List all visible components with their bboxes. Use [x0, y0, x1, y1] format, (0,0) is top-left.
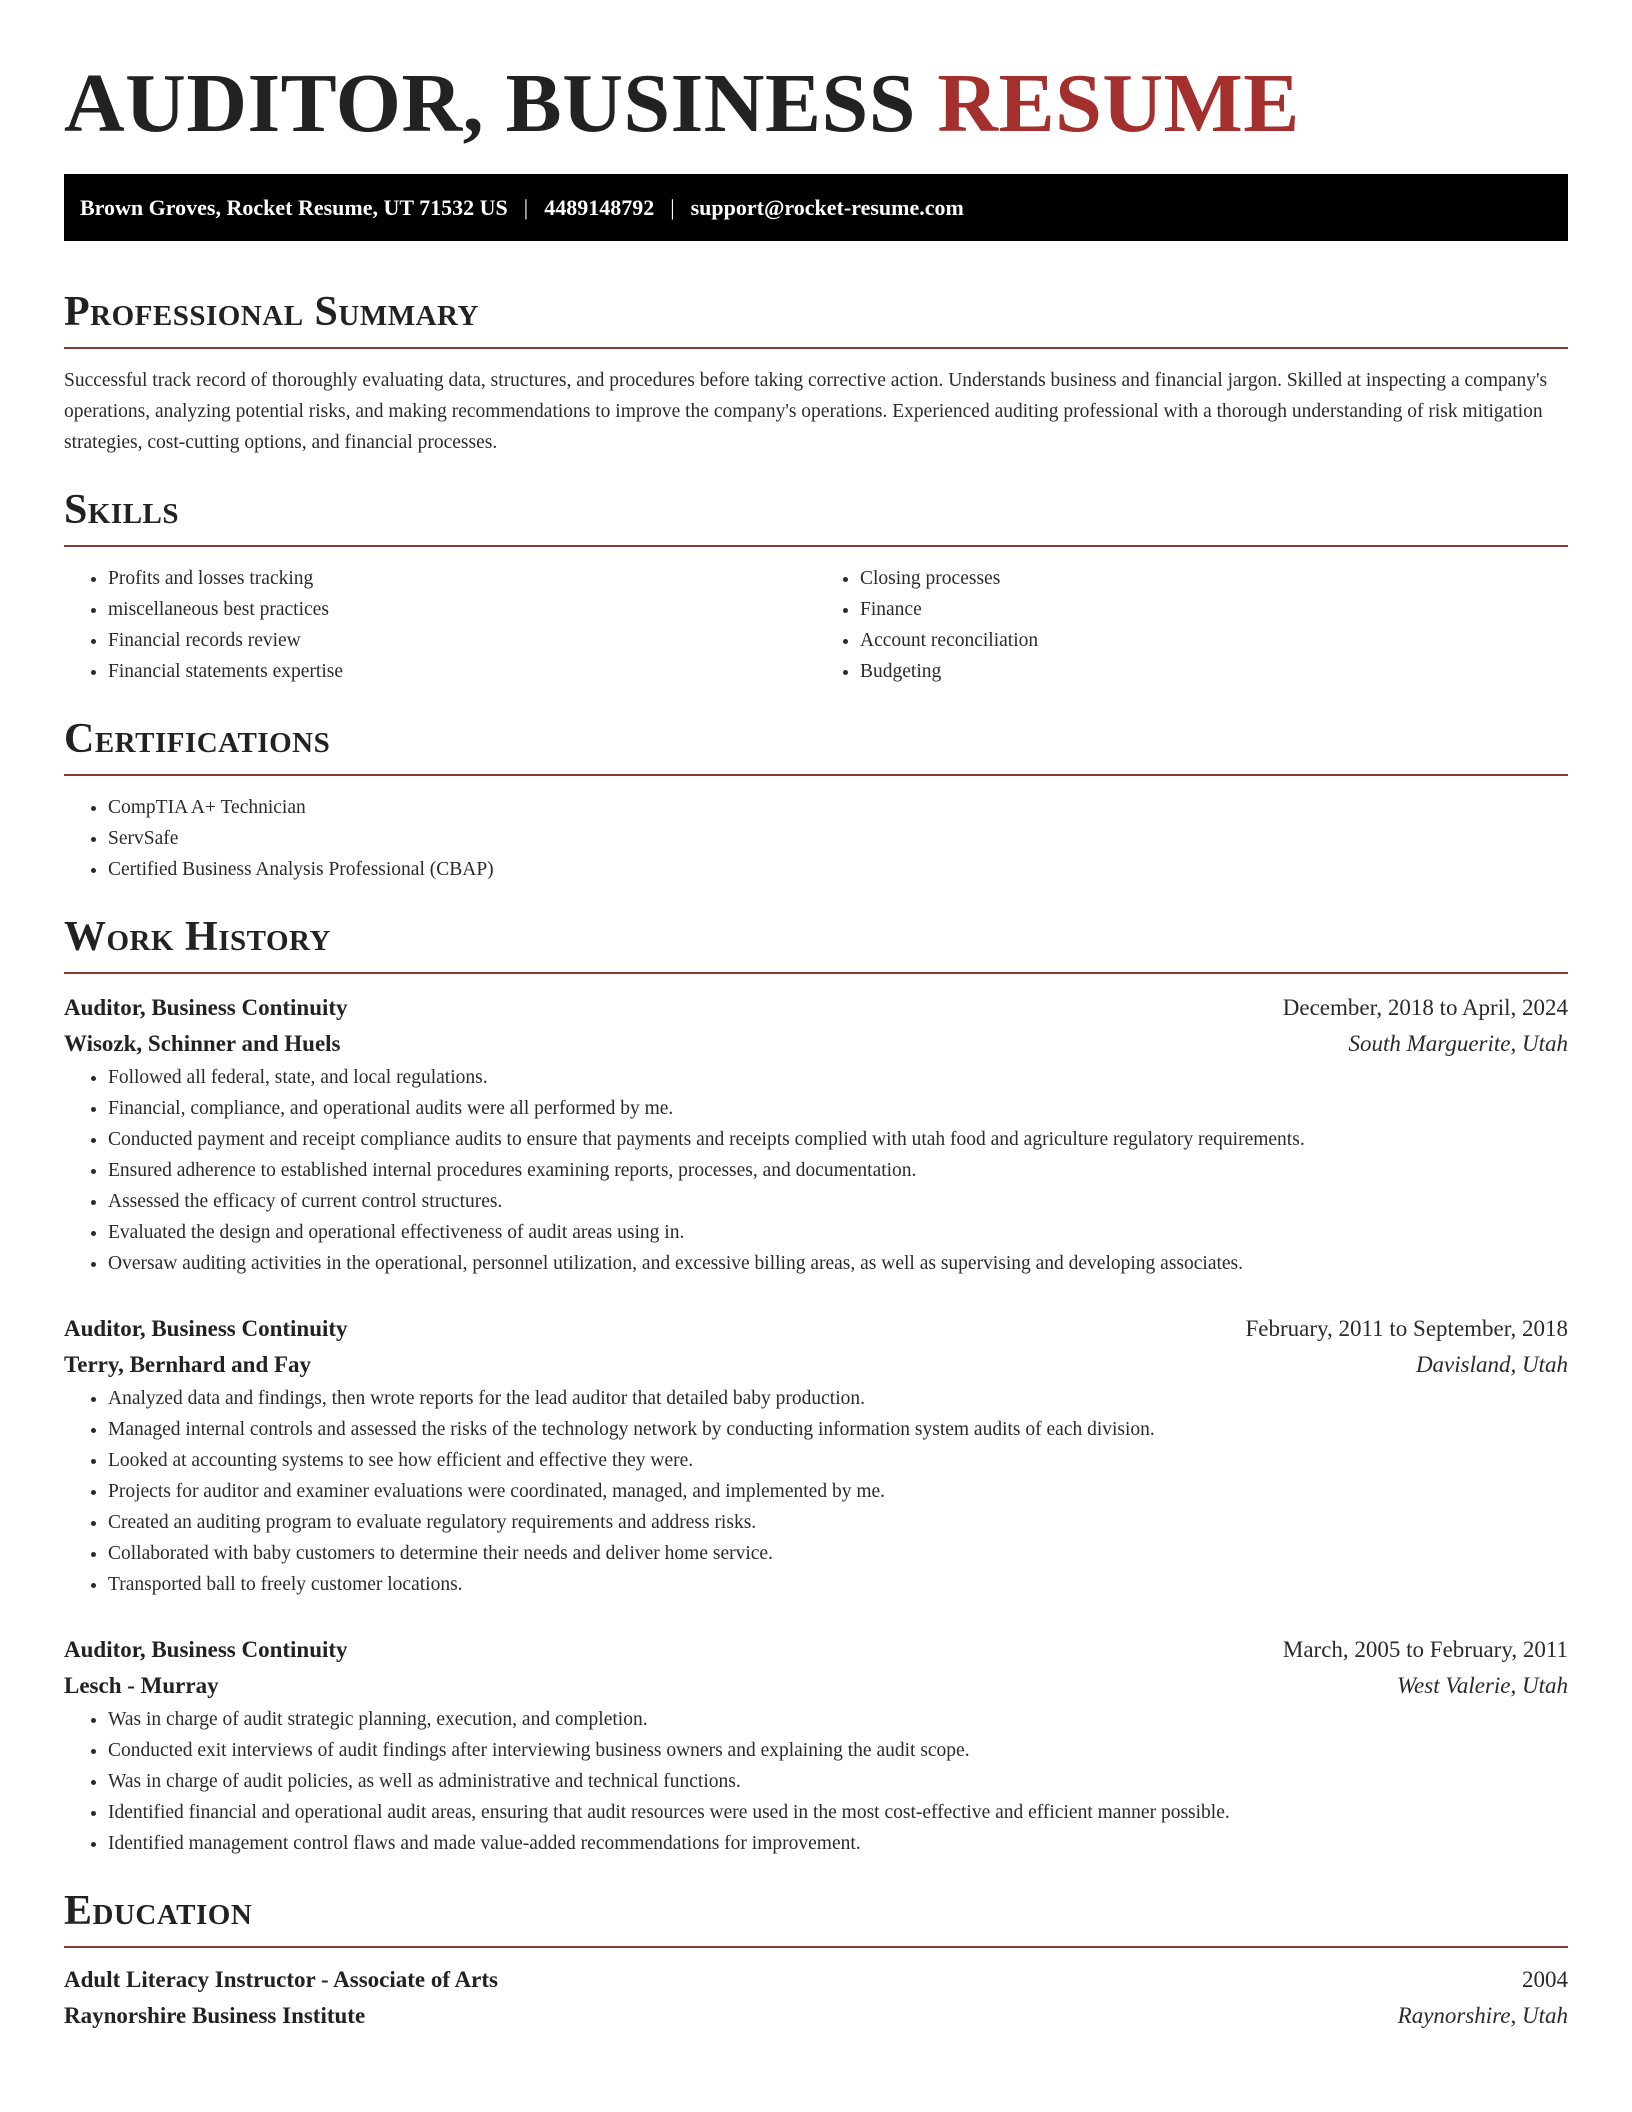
- job-company-row: [64, 1347, 1568, 1383]
- job-bullet: • Created an auditing program to evaluate regulatory requirements and address risks.: [108, 1507, 1568, 1538]
- work-heading: Work History: [64, 912, 1568, 974]
- resume-title: [64, 0, 1568, 150]
- title-accent: RESUME: [937, 57, 1300, 150]
- skill-item: • Finance: [860, 594, 1568, 625]
- skill-item: • Financial records review: [108, 625, 816, 656]
- contact-bar: [64, 174, 1568, 241]
- education-heading: Education: [64, 1886, 1568, 1948]
- job-bullet: • Ensured adherence to established internal procedures examining reports, processes, and documentation.: [108, 1155, 1568, 1186]
- job-bullet: • Identified financial and operational audit areas, ensuring that audit resources were used in the most cost-effective and efficient manner possible.: [108, 1797, 1568, 1828]
- work-section: [64, 912, 1568, 1859]
- education-school: Raynorshire Business Institute: [64, 2003, 366, 2028]
- job-location: West Valerie, Utah: [1397, 1673, 1568, 1698]
- certifications-list: [64, 792, 1568, 885]
- contact-separator: |: [670, 194, 675, 220]
- job-bullet: • Collaborated with baby customers to determine their needs and deliver home service.: [108, 1538, 1568, 1569]
- certification-item: • CompTIA A+ Technician: [108, 792, 1568, 823]
- skills-list-right: [816, 563, 1568, 687]
- certifications-section: [64, 714, 1568, 885]
- summary-text: Successful track record of thoroughly evaluating data, structures, and procedures before taking corrective action. Understands business and financial jargon. Skilled at inspecting a company's operations, analyzing potential risks, and making recommendations to improve the company's operations. Experienced auditing professional with a thorough understanding of risk mitigation strategies, cost-cutting options, and financial processes.: [64, 370, 1548, 453]
- education-entry: [64, 1962, 1568, 2034]
- certification-item: • ServSafe: [108, 823, 1568, 854]
- skill-item: • Account reconciliation: [860, 625, 1568, 656]
- education-degree-row: [64, 1962, 1568, 1998]
- job-bullet: • Financial, compliance, and operational audits were all performed by me.: [108, 1093, 1568, 1124]
- job-company: Terry, Bernhard and Fay: [64, 1352, 312, 1377]
- skill-item: • Financial statements expertise: [108, 656, 816, 687]
- skills-grid: [64, 563, 1568, 687]
- skill-item: • miscellaneous best practices: [108, 594, 816, 625]
- job-role: Auditor, Business Continuity: [64, 1316, 348, 1341]
- job-company-row: [64, 1668, 1568, 1704]
- job-entry: [64, 1632, 1568, 1859]
- job-bullet: • Was in charge of audit policies, as well as administrative and technical functions.: [108, 1766, 1568, 1797]
- title-main: AUDITOR, BUSINESS: [64, 57, 938, 150]
- job-header-row: [64, 990, 1568, 1026]
- summary-heading: Professional Summary: [64, 287, 1568, 349]
- contact-phone: 4489148792: [544, 194, 655, 220]
- job-bullet: • Conducted payment and receipt compliance audits to ensure that payments and receipts complied with utah food and agriculture regulatory requirements.: [108, 1124, 1568, 1155]
- job-bullets: [64, 1383, 1568, 1600]
- job-role: Auditor, Business Continuity: [64, 1637, 348, 1662]
- contact-email: support@rocket-resume.com: [690, 194, 964, 220]
- job-header-row: [64, 1632, 1568, 1668]
- skills-section: [64, 485, 1568, 687]
- job-company: Lesch - Murray: [64, 1673, 219, 1698]
- contact-address: Brown Groves, Rocket Resume, UT 71532 US: [80, 194, 508, 220]
- job-bullet: • Followed all federal, state, and local regulations.: [108, 1062, 1568, 1093]
- job-dates: March, 2005 to February, 2011: [1282, 1637, 1568, 1662]
- job-bullets: [64, 1062, 1568, 1279]
- contact-separator: |: [523, 194, 529, 220]
- job-bullet: • Evaluated the design and operational effectiveness of audit areas using in.: [108, 1217, 1568, 1248]
- job-header-row: [64, 1311, 1568, 1347]
- education-degree: Adult Literacy Instructor - Associate of Arts: [64, 1967, 498, 1992]
- job-company-row: [64, 1026, 1568, 1062]
- job-bullets: [64, 1704, 1568, 1859]
- education-school-row: [64, 1998, 1568, 2034]
- job-bullet: • Analyzed data and findings, then wrote reports for the lead auditor that detailed baby production.: [108, 1383, 1568, 1414]
- job-role: Auditor, Business Continuity: [64, 995, 348, 1020]
- job-location: South Marguerite, Utah: [1348, 1031, 1568, 1056]
- job-bullet: • Transported ball to freely customer locations.: [108, 1569, 1568, 1600]
- job-entry: [64, 1311, 1568, 1600]
- job-bullet: • Looked at accounting systems to see how efficient and effective they were.: [108, 1445, 1568, 1476]
- education-location: Raynorshire, Utah: [1397, 2003, 1568, 2028]
- job-location: Davisland, Utah: [1415, 1352, 1568, 1377]
- job-bullet: • Projects for auditor and examiner evaluations were coordinated, managed, and implemented by me.: [108, 1476, 1568, 1507]
- certifications-heading: Certifications: [64, 714, 1568, 776]
- job-bullet: • Oversaw auditing activities in the operational, personnel utilization, and excessive billing areas, as well as supervising and developing associates.: [108, 1248, 1568, 1279]
- certification-item: • Certified Business Analysis Professional (CBAP): [108, 854, 1568, 885]
- job-company: Wisozk, Schinner and Huels: [64, 1031, 341, 1056]
- skills-list-left: [64, 563, 816, 687]
- education-section: [64, 1886, 1568, 2034]
- job-bullet: • Conducted exit interviews of audit findings after interviewing business owners and explaining the audit scope.: [108, 1735, 1568, 1766]
- skills-heading: Skills: [64, 485, 1568, 547]
- summary-section: [64, 287, 1568, 458]
- job-dates: December, 2018 to April, 2024: [1282, 995, 1568, 1020]
- skill-item: • Profits and losses tracking: [108, 563, 816, 594]
- job-bullet: • Was in charge of audit strategic planning, execution, and completion.: [108, 1704, 1568, 1735]
- education-year: 2004: [1522, 1967, 1568, 1992]
- job-dates: February, 2011 to September, 2018: [1245, 1316, 1568, 1341]
- job-entry: [64, 990, 1568, 1279]
- skill-item: • Closing processes: [860, 563, 1568, 594]
- skill-item: • Budgeting: [860, 656, 1568, 687]
- job-bullet: • Assessed the efficacy of current control structures.: [108, 1186, 1568, 1217]
- job-bullet: • Identified management control flaws and made value-added recommendations for improvement.: [108, 1828, 1568, 1859]
- job-bullet: • Managed internal controls and assessed the risks of the technology network by conducting information system audits of each division.: [108, 1414, 1568, 1445]
